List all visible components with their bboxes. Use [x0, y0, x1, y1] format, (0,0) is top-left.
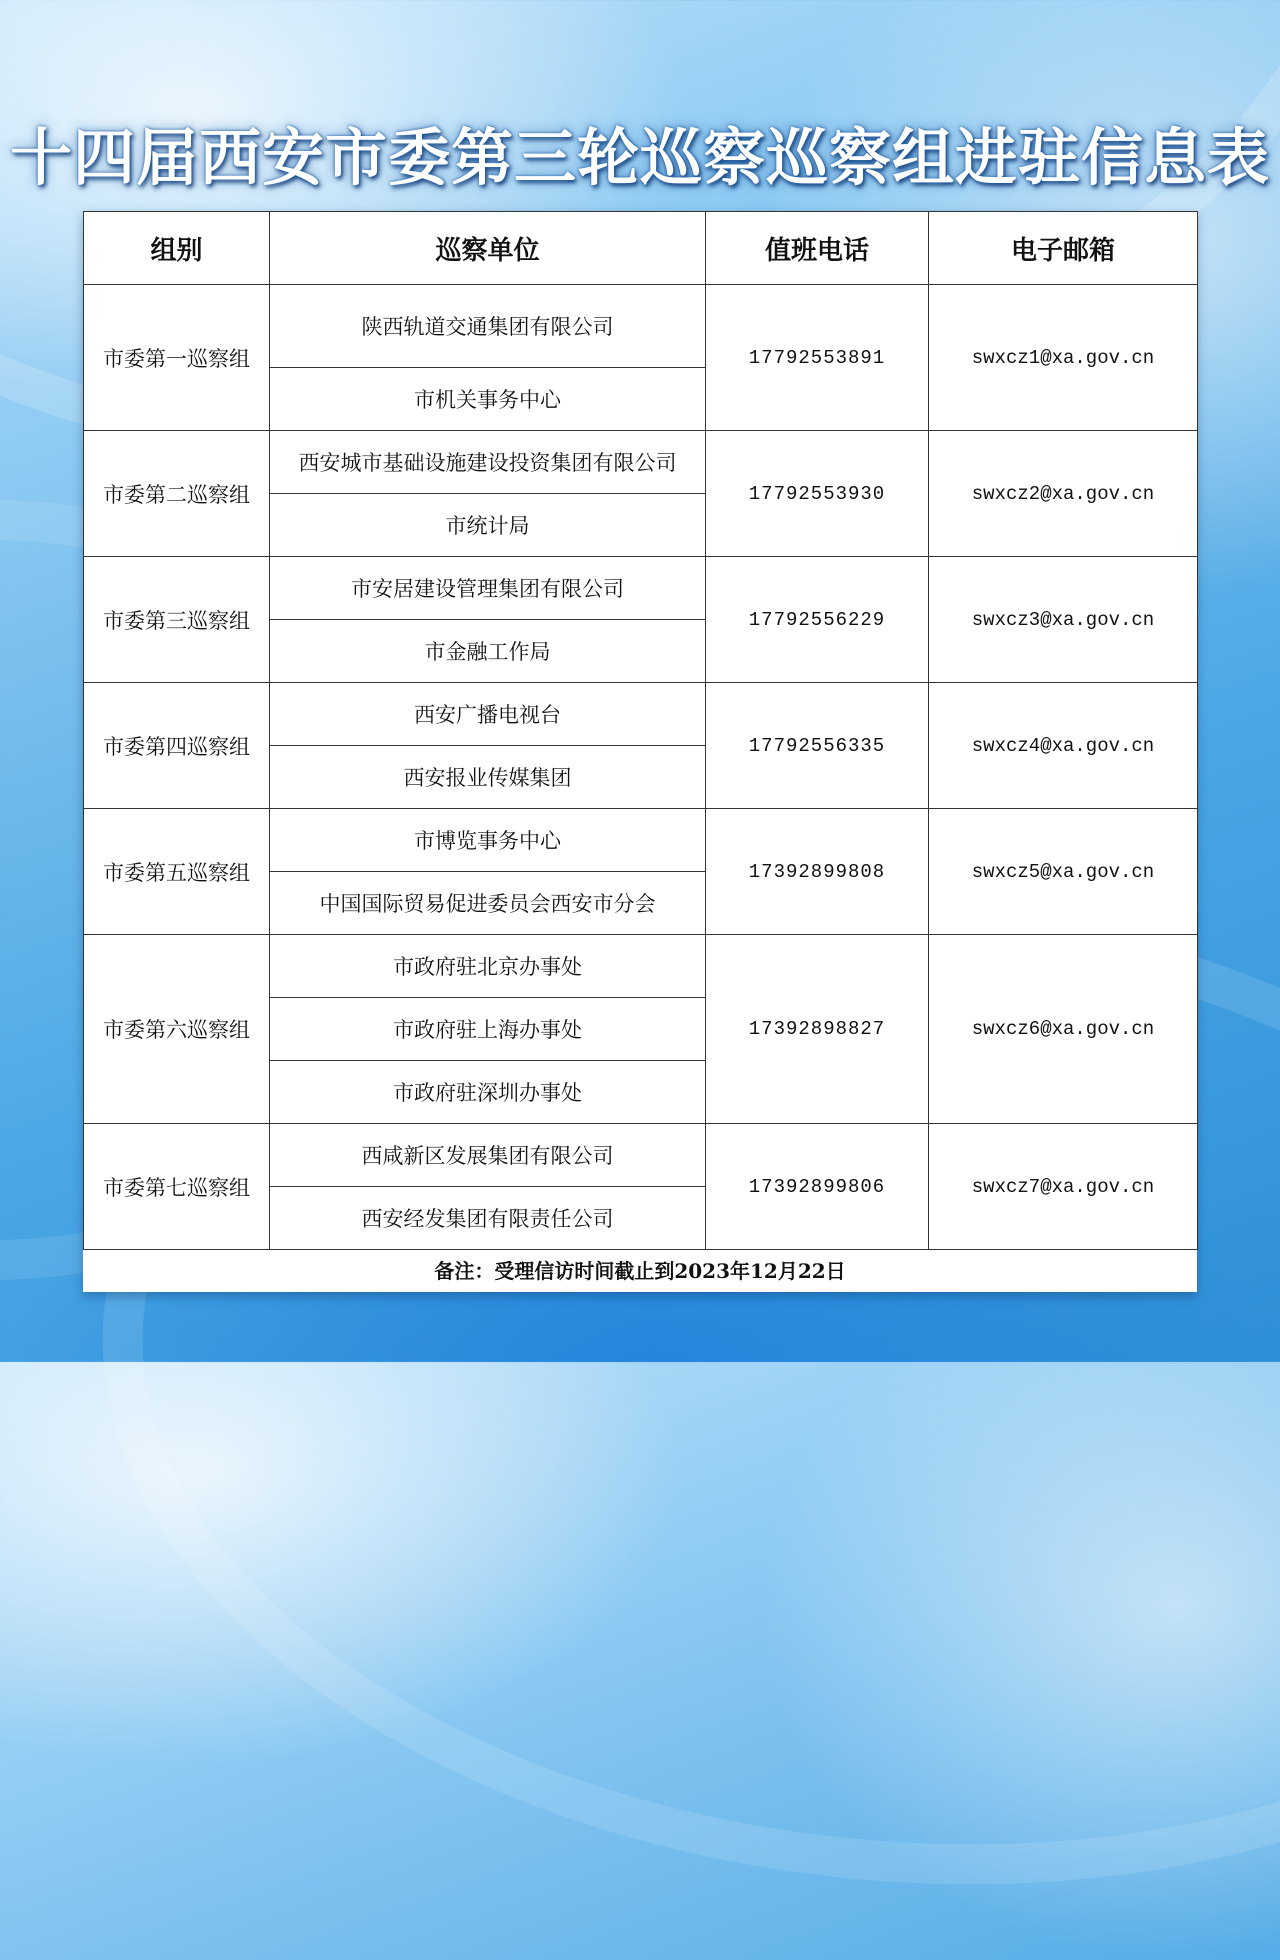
group-name-cell: 市委第一巡察组: [84, 285, 270, 431]
duty-phone-cell: 17392899806: [706, 1124, 929, 1250]
email-cell[interactable]: swxcz6@xa.gov.cn: [929, 935, 1198, 1124]
inspection-table: [83, 211, 1198, 1250]
email-cell[interactable]: swxcz2@xa.gov.cn: [929, 431, 1198, 557]
unit-cell: 市政府驻上海办事处: [270, 998, 706, 1061]
unit-cell: 市统计局: [270, 494, 706, 557]
header-row: [84, 212, 1198, 285]
unit-cell: 西安经发集团有限责任公司: [270, 1187, 706, 1250]
group-name-cell: 市委第七巡察组: [84, 1124, 270, 1250]
email-cell[interactable]: swxcz7@xa.gov.cn: [929, 1124, 1198, 1250]
header-group: 组别: [84, 212, 270, 285]
table-row: [84, 683, 1198, 746]
duty-phone-cell: 17792553891: [706, 285, 929, 431]
unit-cell: 市政府驻深圳办事处: [270, 1061, 706, 1124]
duty-phone-cell: 17792556335: [706, 683, 929, 809]
footnote: 备注：受理信访时间截止到2023年12月22日: [434, 1259, 846, 1283]
group-name-cell: 市委第五巡察组: [84, 809, 270, 935]
table-row: [84, 557, 1198, 620]
email-cell[interactable]: swxcz1@xa.gov.cn: [929, 285, 1198, 431]
group-name-cell: 市委第六巡察组: [84, 935, 270, 1124]
table-row: [84, 935, 1198, 998]
group-name-cell: 市委第三巡察组: [84, 557, 270, 683]
unit-cell: 西安广播电视台: [270, 683, 706, 746]
unit-cell: 市机关事务中心: [270, 368, 706, 431]
header-email: 电子邮箱: [929, 212, 1198, 285]
unit-cell: 西安报业传媒集团: [270, 746, 706, 809]
unit-cell: 西安城市基础设施建设投资集团有限公司: [270, 431, 706, 494]
unit-cell: 市博览事务中心: [270, 809, 706, 872]
unit-cell: 陕西轨道交通集团有限公司: [270, 285, 706, 368]
duty-phone-cell: 17792553930: [706, 431, 929, 557]
table-row: [84, 809, 1198, 872]
group-name-cell: 市委第四巡察组: [84, 683, 270, 809]
duty-phone-cell: 17792556229: [706, 557, 929, 683]
table-row: [84, 285, 1198, 368]
table-body: [84, 285, 1198, 1250]
table-row: [84, 431, 1198, 494]
page-title: 十四届西安市委第三轮巡察巡察组进驻信息表: [9, 121, 1270, 194]
table-row: [84, 1124, 1198, 1187]
header-unit: 巡察单位: [270, 212, 706, 285]
email-cell[interactable]: swxcz4@xa.gov.cn: [929, 683, 1198, 809]
unit-cell: 市安居建设管理集团有限公司: [270, 557, 706, 620]
info-sheet: [83, 211, 1197, 1292]
email-cell[interactable]: swxcz3@xa.gov.cn: [929, 557, 1198, 683]
unit-cell: 市政府驻北京办事处: [270, 935, 706, 998]
header-phone: 值班电话: [706, 212, 929, 285]
group-name-cell: 市委第二巡察组: [84, 431, 270, 557]
unit-cell: 市金融工作局: [270, 620, 706, 683]
unit-cell: 西咸新区发展集团有限公司: [270, 1124, 706, 1187]
unit-cell: 中国国际贸易促进委员会西安市分会: [270, 872, 706, 935]
duty-phone-cell: 17392898827: [706, 935, 929, 1124]
email-cell[interactable]: swxcz5@xa.gov.cn: [929, 809, 1198, 935]
duty-phone-cell: 17392899808: [706, 809, 929, 935]
